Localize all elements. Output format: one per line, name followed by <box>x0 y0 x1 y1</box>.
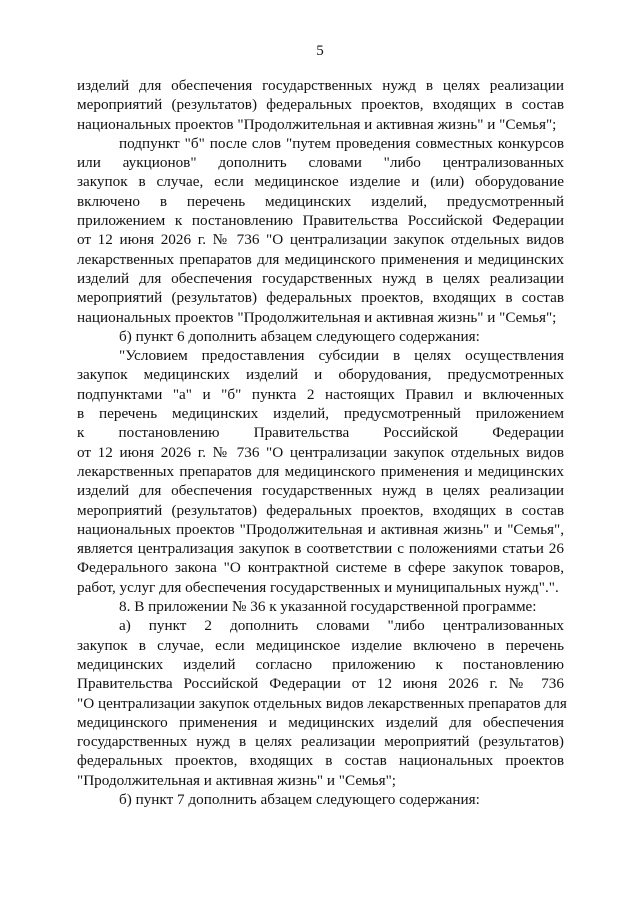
text-line: национальных проектов "Продолжительная и активная жизнь" и "Семья"; <box>77 308 557 326</box>
text-line: изделий для обеспечения государственных нужд в целях реализации <box>77 482 564 500</box>
text-line: "Продолжительная и активная жизнь" и "Семья"; <box>77 771 396 789</box>
text-line: закупок в случае, если медицинское изделие и (или) оборудование <box>77 173 564 191</box>
text-line: б) пункт 6 дополнить абзацем следующего содержания: <box>119 327 480 345</box>
text-line: работ, услуг для обеспечения государственных и муниципальных нужд".". <box>77 578 559 596</box>
text-line: приложением к постановлению Правительства Российской Федерации <box>77 212 564 230</box>
text-line: подпункт "б" после слов "путем проведения совместных конкурсов <box>119 134 564 152</box>
text-line: включено в перечень медицинских изделий, предусмотренный <box>77 192 564 210</box>
text-line: а) пункт 2 дополнить словами "либо централизованных <box>119 617 564 635</box>
text-line: Правительства Российской Федерации от 12 июня 2026 г. № 736 <box>77 675 564 693</box>
text-line: Федерального закона "О контрактной системе в сфере закупок товаров, <box>77 559 564 577</box>
text-line: в перечень медицинских изделий, предусмотренный приложением <box>77 405 564 423</box>
text-line: б) пункт 7 дополнить абзацем следующего содержания: <box>119 790 480 808</box>
text-line: к постановлению Правительства Российской Федерации <box>77 424 564 442</box>
text-line: мероприятий (результатов) федеральных проектов, входящих в состав <box>77 289 564 307</box>
text-line: лекарственных препаратов для медицинского применения и медицинских <box>77 250 564 268</box>
text-line: изделий для обеспечения государственных нужд в целях реализации <box>77 77 564 94</box>
text-line: закупок в случае, если медицинское изделие включено в перечень <box>77 636 564 654</box>
text-line: от 12 июня 2026 г. № 736 "О централизации закупок отдельных видов <box>77 443 564 461</box>
text-line: национальных проектов "Продолжительная и активная жизнь" и "Семья", <box>77 520 564 538</box>
text-line: является централизация закупок в соответствии с положениями статьи 26 <box>77 540 564 558</box>
text-line: "Условием предоставления субсидии в целях осуществления <box>119 347 564 365</box>
text-line: от 12 июня 2026 г. № 736 "О централизации закупок отдельных видов <box>77 231 564 249</box>
text-line: мероприятий (результатов) федеральных проектов, входящих в состав <box>77 96 564 114</box>
text-line: "О централизации закупок отдельных видов лекарственных препаратов для <box>77 694 567 712</box>
document-body <box>77 76 567 809</box>
text-line: 8. В приложении № 36 к указанной государственной программе: <box>119 598 537 616</box>
text-line: национальных проектов "Продолжительная и активная жизнь" и "Семья"; <box>77 115 557 133</box>
text-line: закупок медицинских изделий и оборудования, предусмотренных <box>77 366 564 384</box>
text-line: подпунктами "а" и "б" пункта 2 настоящих Правил и включенных <box>77 385 564 403</box>
text-line: медицинского применения и медицинских изделий для обеспечения <box>77 713 564 731</box>
text-line: или аукционов" дополнить словами "либо централизованных <box>77 154 564 172</box>
text-line: федеральных проектов, входящих в состав национальных проектов <box>77 752 564 770</box>
text-line: изделий для обеспечения государственных нужд в целях реализации <box>77 269 564 287</box>
page-number: 5 <box>316 43 324 59</box>
text-line: медицинских изделий согласно приложению к постановлению <box>77 655 564 673</box>
text-line: государственных нужд в целях реализации мероприятий (результатов) <box>77 733 564 751</box>
text-line: лекарственных препаратов для медицинского применения и медицинских <box>77 462 564 480</box>
text-line: мероприятий (результатов) федеральных проектов, входящих в состав <box>77 501 564 519</box>
